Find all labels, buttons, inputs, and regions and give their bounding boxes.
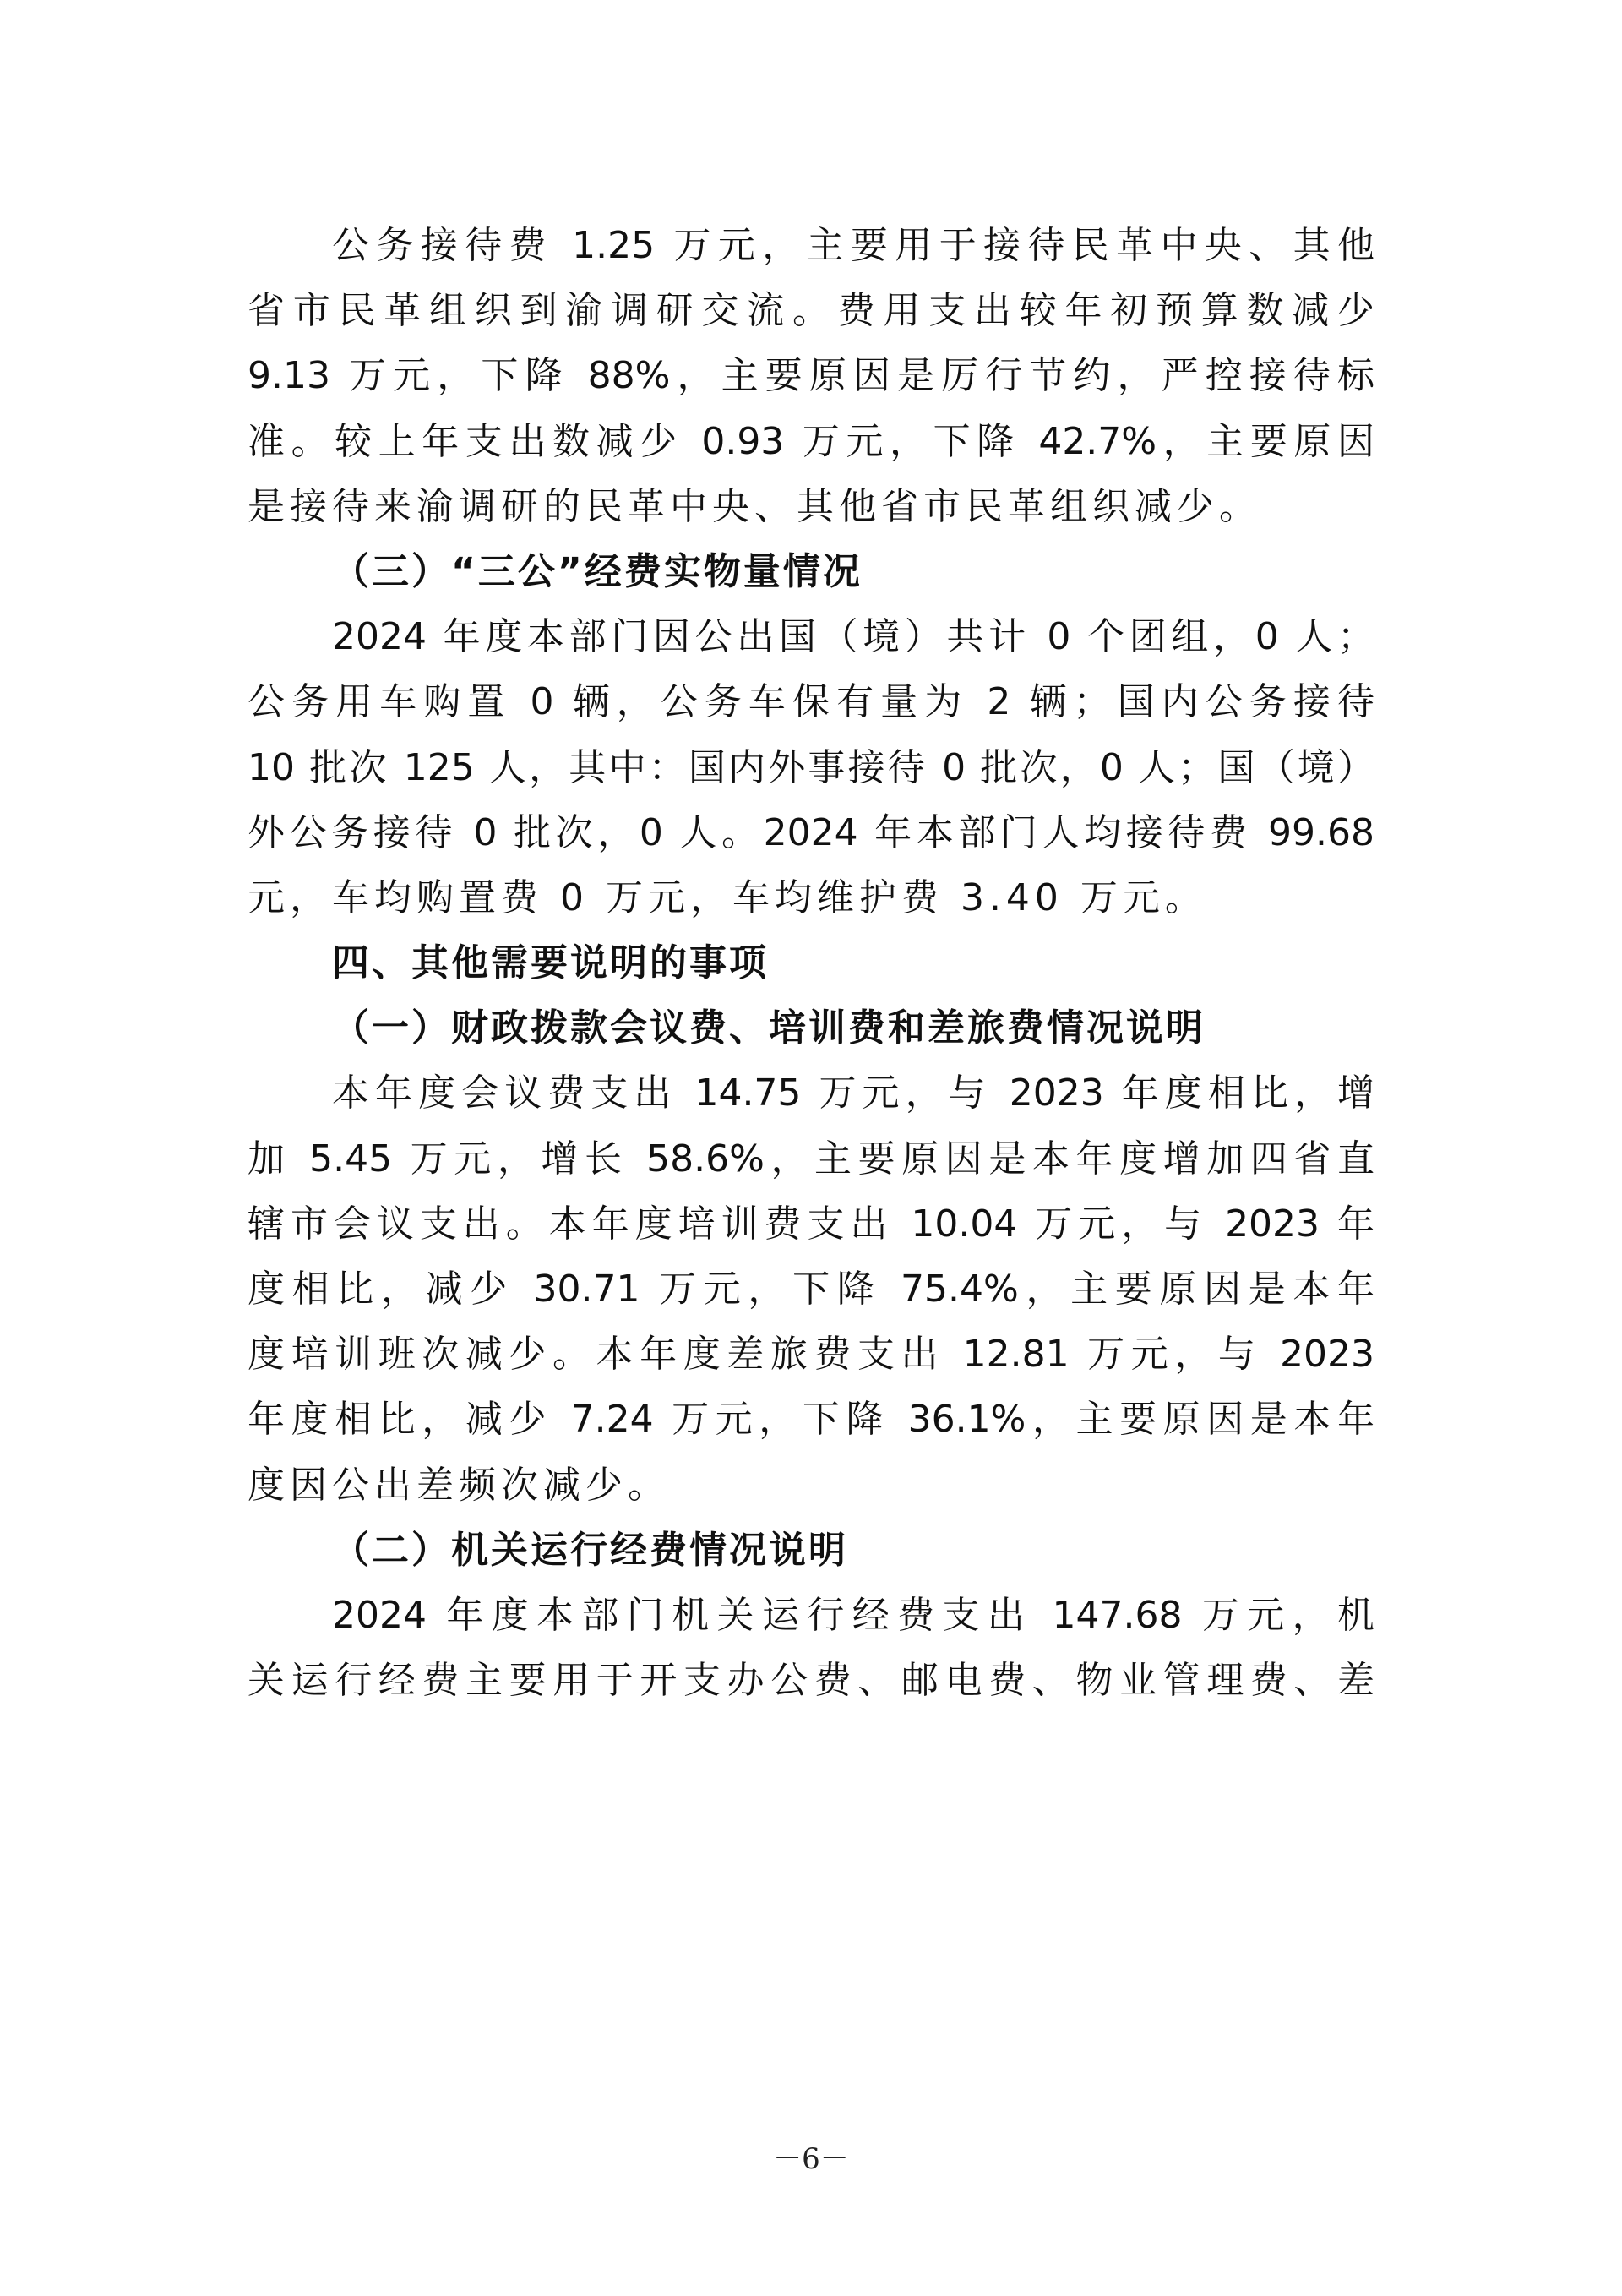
text-line: 元，车均购置费 0 万元，车均维护费 3.40 万元。 <box>248 875 1207 919</box>
text-line: 公务用车购置 0 辆，公务车保有量为 2 辆；国内公务接待 <box>248 680 1374 724</box>
text-line: 准。较上年支出数减少 0.93 万元，下降 42.7%，主要原因 <box>248 419 1374 463</box>
paragraph-physical-quantities <box>248 604 1374 930</box>
section-heading-other-matters: 四、其他需要说明的事项 <box>332 941 769 985</box>
text-line: 是接待来渝调研的民革中央、其他省市民革组织减少。 <box>248 484 1261 528</box>
paragraph-reception-expense <box>248 213 1374 539</box>
text-line: 本年度会议费支出 14.75 万元，与 2023 年度相比，增 <box>332 1072 1374 1115</box>
text-line: 2024 年度本部门机关运行经费支出 147.68 万元，机 <box>332 1593 1374 1637</box>
text-line: 度培训班次减少。本年度差旅费支出 12.81 万元，与 2023 <box>248 1333 1374 1377</box>
paragraph-meeting-training-travel <box>248 1061 1374 1517</box>
text-line: 公务接待费 1.25 万元，主要用于接待民革中央、其他 <box>332 224 1374 267</box>
text-line: 2024 年度本部门因公出国（境）共计 0 个团组，0 人； <box>332 615 1374 659</box>
text-line: 辖市会议支出。本年度培训费支出 10.04 万元，与 2023 年 <box>248 1202 1374 1246</box>
text-line: 度相比，减少 30.71 万元，下降 75.4%，主要原因是本年 <box>248 1268 1374 1311</box>
text-line: 度因公出差频次减少。 <box>248 1463 670 1507</box>
paragraph-operating-expenses <box>248 1583 1374 1713</box>
text-line: 省市民革组织到渝调研交流。费用支出较年初预算数减少 <box>248 289 1374 333</box>
text-line: 年度相比，减少 7.24 万元，下降 36.1%，主要原因是本年 <box>248 1398 1374 1442</box>
section-heading-three-public-quantities: （三）“三公”经费实物量情况 <box>332 549 863 593</box>
page-number: －6－ <box>773 2142 849 2176</box>
document-page <box>248 213 1374 1713</box>
text-line: 9.13 万元，下降 88%，主要原因是厉行节约，严控接待标 <box>248 354 1374 398</box>
text-line: 关运行经费主要用于开支办公费、邮电费、物业管理费、差 <box>248 1659 1374 1703</box>
subsection-heading-meeting-training-travel: （一）财政拨款会议费、培训费和差旅费情况说明 <box>332 1006 1206 1050</box>
subsection-heading-operating-expenses: （二）机关运行经费情况说明 <box>332 1528 848 1572</box>
text-line: 加 5.45 万元，增长 58.6%，主要原因是本年度增加四省直 <box>248 1137 1374 1181</box>
text-line: 10 批次 125 人，其中：国内外事接待 0 批次，0 人；国（境） <box>248 745 1374 789</box>
text-line: 外公务接待 0 批次，0 人。2024 年本部门人均接待费 99.68 <box>248 810 1374 854</box>
